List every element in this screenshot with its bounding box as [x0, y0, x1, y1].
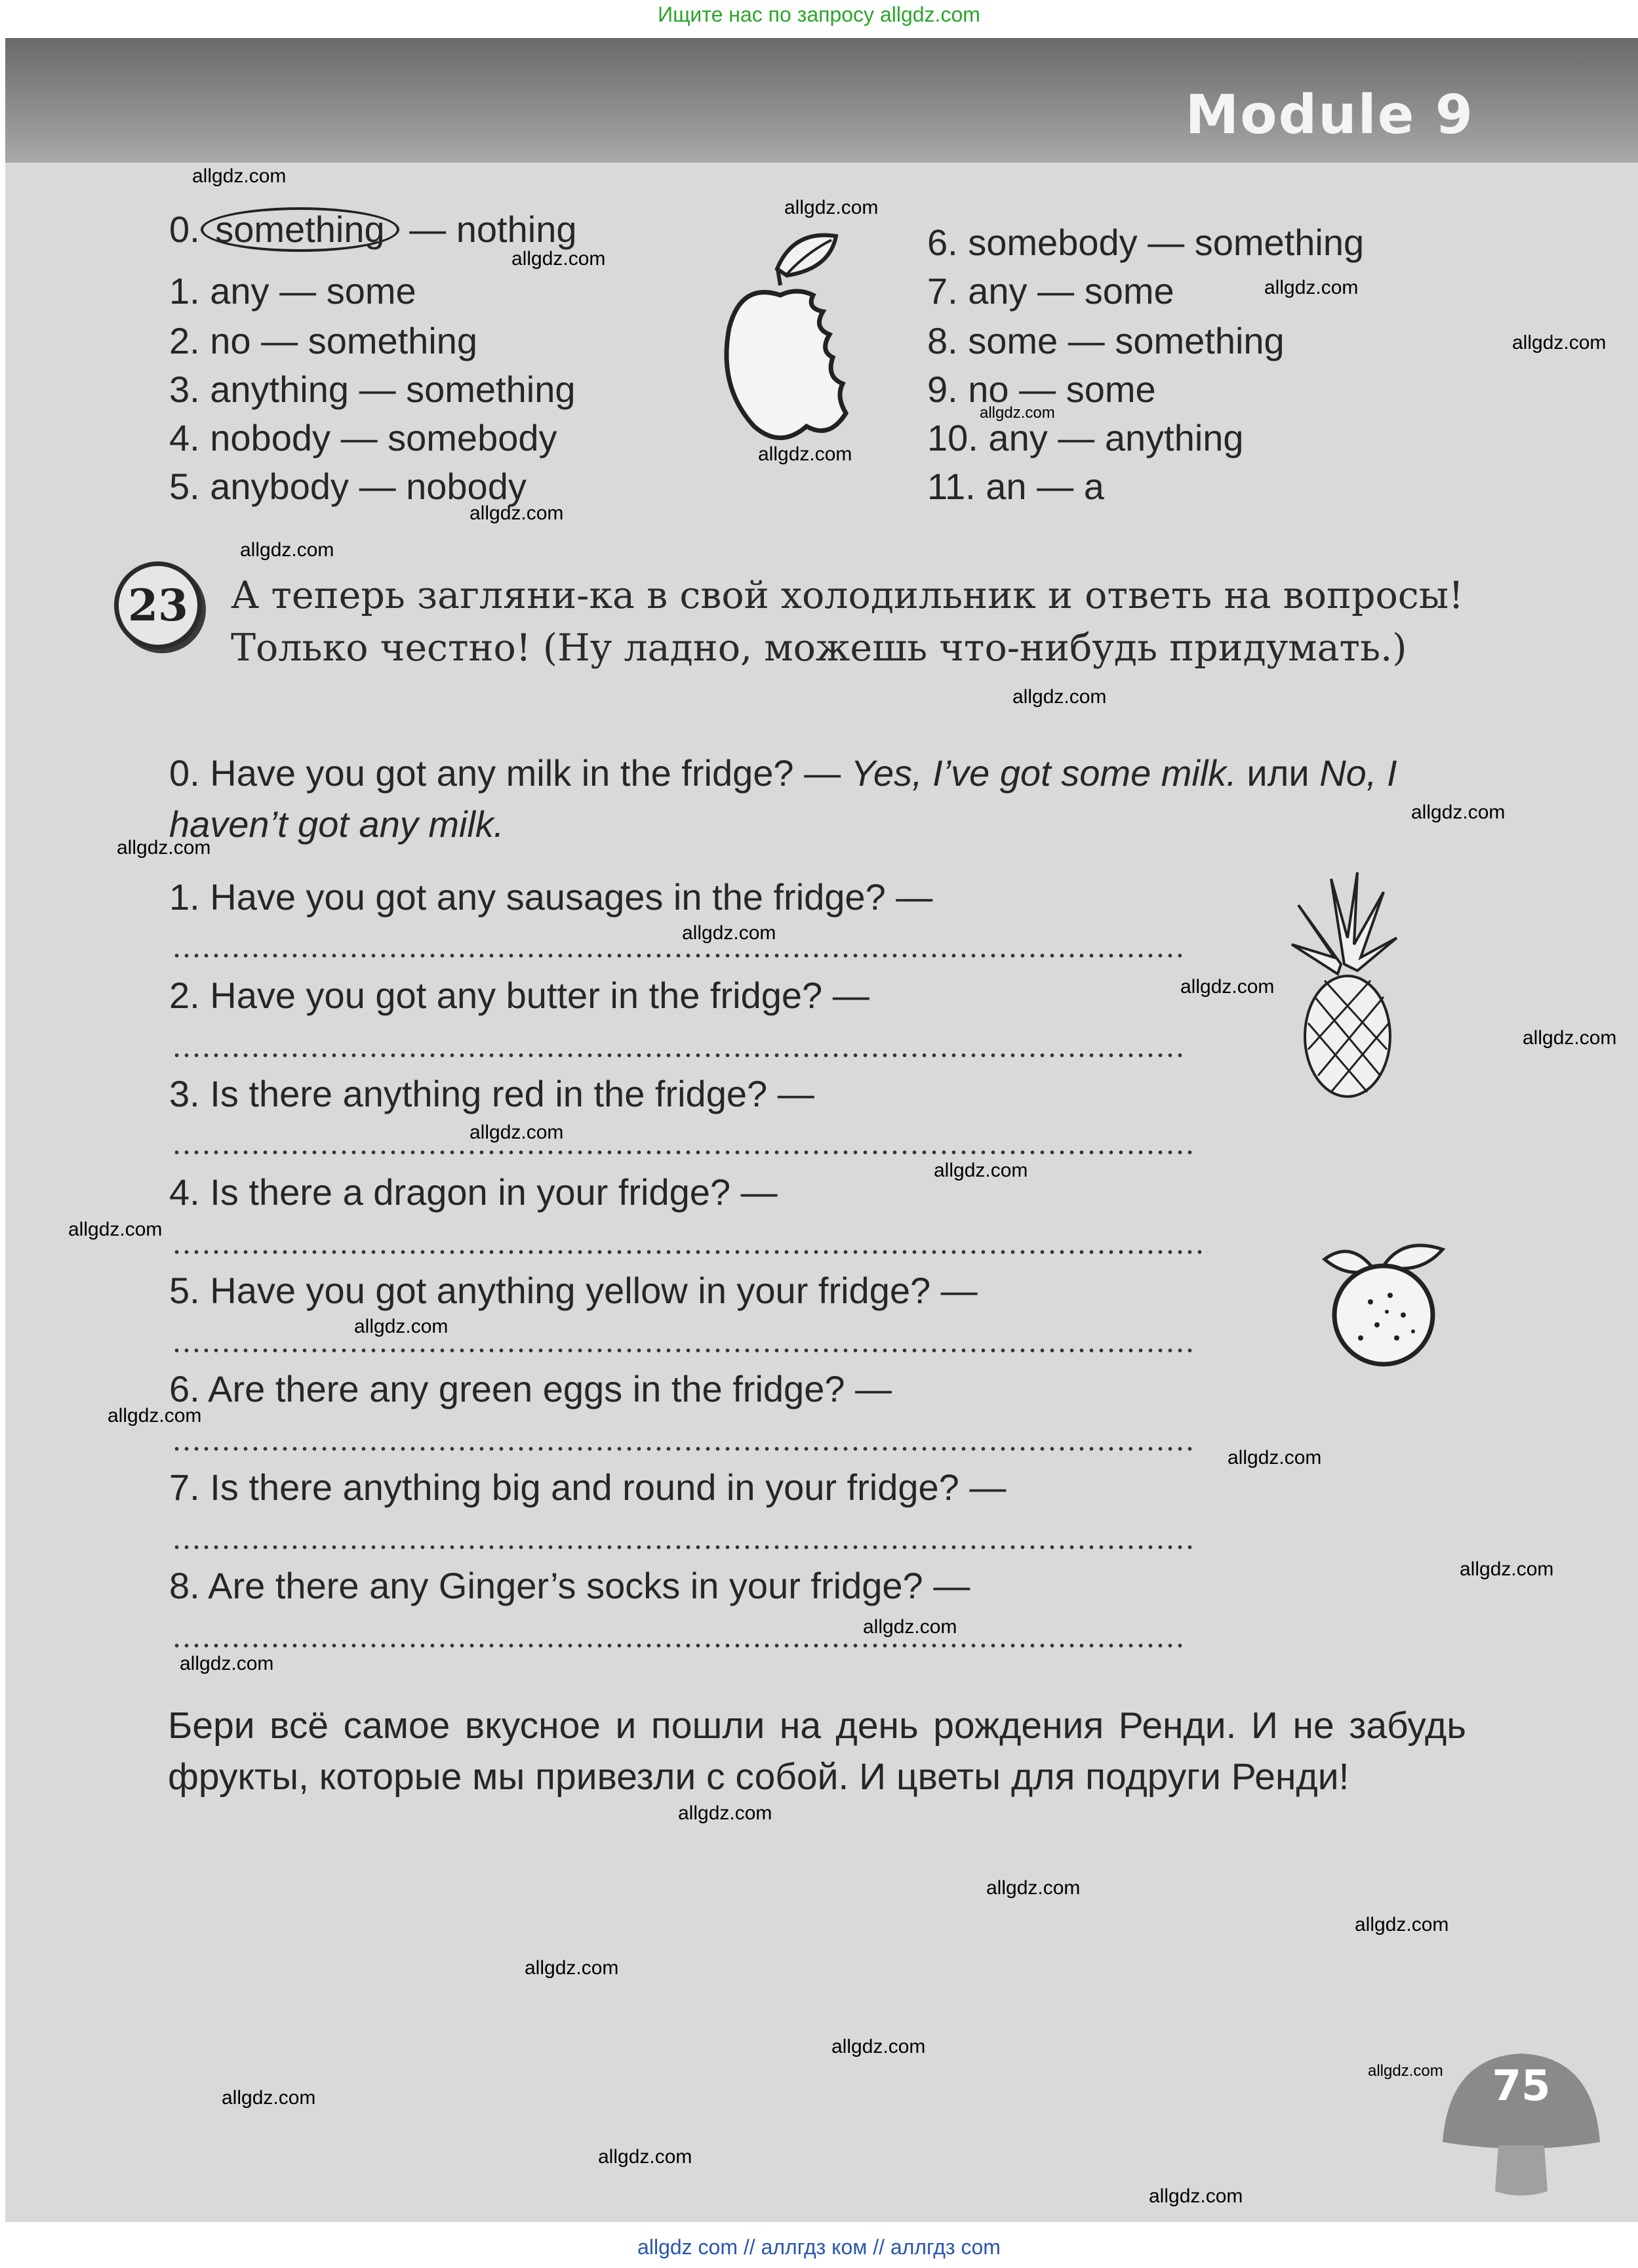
example-no-answer: No, I haven’t got any milk.	[169, 752, 1397, 845]
question-7: 7. Is there anything big and round in your fridge? —	[169, 1467, 1007, 1508]
top-banner: Ищите нас по запросу allgdz.com	[658, 3, 980, 26]
answer-line-6[interactable]	[172, 1446, 1195, 1452]
question-3: 3. Is there anything red in the fridge? —	[169, 1073, 814, 1114]
exercise-instruction: А теперь загляни-ка в свой холодильник и ответь на вопросы! Только честно! (Ну ладно, можешь что-нибудь придумать.)	[231, 574, 1464, 670]
answer-row: 9. no — some	[927, 369, 1156, 410]
question-2: 2. Have you got any butter in the fridge? —	[169, 975, 869, 1016]
watermark: allgdz.com	[678, 1802, 772, 1824]
watermark: allgdz.com	[1264, 277, 1359, 298]
watermark: allgdz.com	[469, 502, 564, 524]
answer-row: 8. some — something	[927, 320, 1285, 361]
watermark: allgdz.com	[192, 165, 287, 187]
question-4: 4. Is there a dragon in your fridge? —	[169, 1171, 778, 1213]
apple-illustration	[715, 223, 859, 459]
answer-row	[169, 207, 577, 252]
answer-row: 2. no — something	[169, 320, 478, 361]
watermark: allgdz.com	[1355, 1914, 1449, 1935]
answer-row: 3. anything — something	[169, 369, 576, 410]
bottom-banner: allgdz com // аллгдз ком // аллгдз com	[637, 2235, 1001, 2259]
answer-row: 10. any — anything	[927, 417, 1244, 458]
answer-line-3[interactable]	[172, 1149, 1195, 1156]
watermark: allgdz.com	[598, 2146, 692, 2168]
answer-line-4[interactable]	[172, 1249, 1208, 1255]
watermark: allgdz.com	[222, 2087, 316, 2109]
example-question: 0. Have you got any milk in the fridge? —	[169, 752, 841, 794]
watermark: allgdz.com	[68, 1219, 163, 1240]
answer-row: 4. nobody — somebody	[169, 417, 557, 458]
watermark: allgdz.com	[1012, 686, 1107, 708]
watermark: allgdz.com	[1228, 1447, 1322, 1468]
example-or: или	[1247, 752, 1309, 794]
watermark: allgdz.com	[240, 539, 334, 561]
watermark: allgdz.com	[511, 248, 606, 270]
exercise-number-badge: 23	[114, 561, 202, 649]
module-title: Module 9	[1185, 84, 1474, 146]
answer-line-8[interactable]	[172, 1642, 1182, 1649]
answer-line-5[interactable]	[172, 1347, 1195, 1354]
watermark: allgdz.com	[1460, 1558, 1554, 1580]
answer-word: nothing	[456, 209, 577, 250]
question-6: 6. Are there any green eggs in the fridge? —	[169, 1368, 892, 1409]
answer-row: 7. any — some	[927, 270, 1174, 312]
answer-dash: —	[409, 209, 447, 250]
watermark: allgdz.com	[758, 443, 852, 465]
answer-row: 11. an — a	[927, 466, 1104, 507]
page-number: 75	[1492, 2062, 1551, 2111]
watermark: allgdz.com	[784, 197, 879, 218]
watermark: allgdz.com	[354, 1316, 449, 1337]
answer-line-1[interactable]	[172, 952, 1182, 959]
watermark: allgdz.com	[1180, 976, 1275, 998]
example-answer	[169, 748, 1468, 850]
watermark: allgdz.com	[108, 1405, 202, 1427]
watermark: allgdz.com	[980, 404, 1055, 422]
circled-word: something	[201, 207, 399, 252]
watermark: allgdz.com	[986, 1877, 1081, 1899]
watermark: allgdz.com	[831, 2036, 926, 2057]
watermark: allgdz.com	[1512, 332, 1607, 354]
page-number-badge	[1436, 2050, 1607, 2201]
question-8: 8. Are there any Ginger’s socks in your fridge? —	[169, 1565, 970, 1606]
answer-row: 1. any — some	[169, 270, 416, 312]
answer-line-7[interactable]	[172, 1544, 1195, 1550]
watermark: allgdz.com	[117, 837, 211, 859]
question-1: 1. Have you got any sausages in the fridge? —	[169, 876, 933, 918]
closing-paragraph: Бери всё самое вкусное и пошли на день рождения Ренди. И не забудь фрукты, которые мы привезли с собой. И цветы для подруги Ренди!	[168, 1705, 1466, 1798]
watermark: allgdz.com	[1523, 1027, 1617, 1049]
answer-row: 5. anybody — nobody	[169, 466, 527, 507]
answer-number: 0.	[169, 209, 200, 250]
example-yes-answer: Yes, I’ve got some milk.	[850, 752, 1237, 794]
watermark: allgdz.com	[863, 1616, 957, 1638]
watermark: allgdz.com	[180, 1653, 274, 1674]
question-5: 5. Have you got anything yellow in your fridge? —	[169, 1270, 978, 1311]
answer-line-2[interactable]	[172, 1052, 1182, 1059]
watermark: allgdz.com	[1368, 2062, 1443, 2080]
orange-illustration	[1311, 1233, 1456, 1371]
watermark: allgdz.com	[525, 1957, 619, 1979]
watermark: allgdz.com	[682, 922, 776, 944]
watermark: allgdz.com	[934, 1160, 1028, 1181]
watermark: allgdz.com	[1149, 2185, 1243, 2207]
watermark: allgdz.com	[1411, 801, 1506, 823]
watermark: allgdz.com	[469, 1122, 564, 1143]
pineapple-illustration	[1285, 866, 1403, 1102]
answer-row: 6. somebody — something	[927, 222, 1365, 263]
